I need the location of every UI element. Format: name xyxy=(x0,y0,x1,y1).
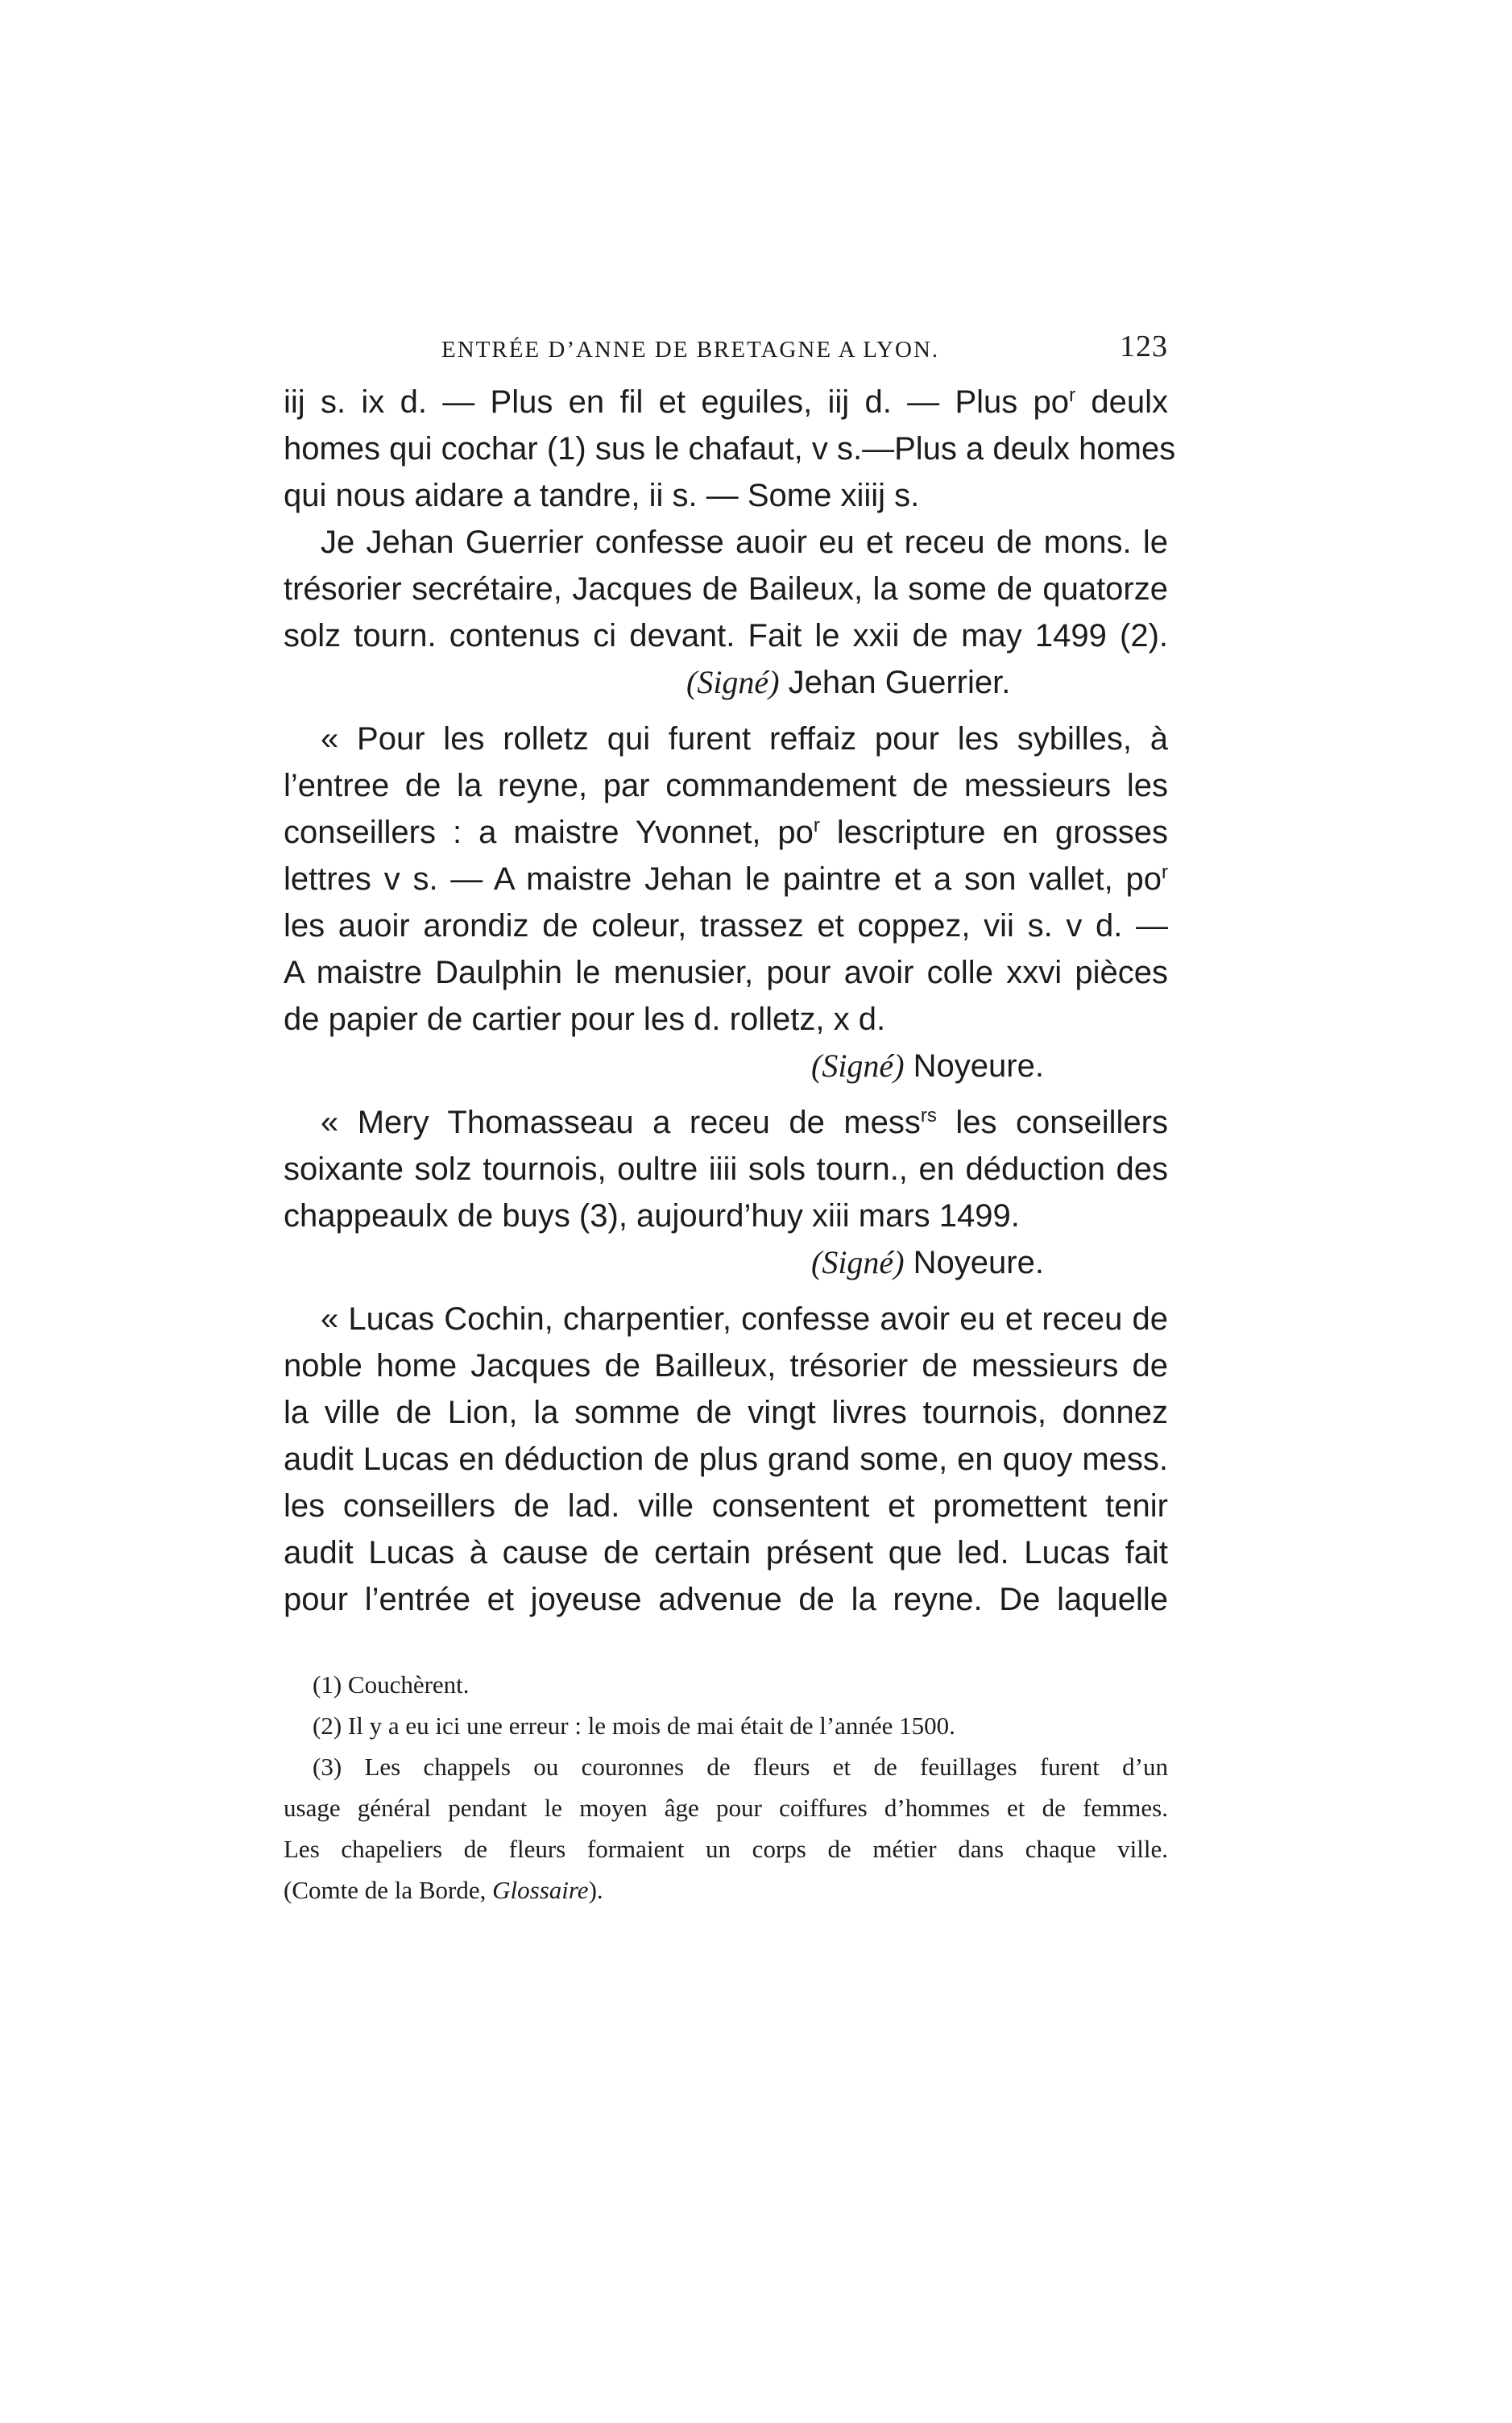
text-line: qui nous aidare a tandre, ii s. — Some xiiij s. xyxy=(284,478,920,513)
text-line: les auoir arondiz de coleur, trassez et coppez, vii s. v d. — xyxy=(284,908,1168,944)
text-line: noble home Jacques de Bailleux, trésorier de messieurs de xyxy=(284,1348,1168,1384)
page-header xyxy=(441,329,1168,377)
text-line: « Mery Thomasseau a receu de mess$^{rs}$ les conseillers xyxy=(321,1105,1168,1140)
signature: (Signé) Noyeure. xyxy=(811,1244,1044,1280)
text-line: l’entree de la reyne, par commandement de messieurs les xyxy=(284,768,1168,803)
text-line: lettres v s. — A maistre Jehan le paintre et a son vallet, $po^r$ xyxy=(284,861,1168,897)
text-line: audit Lucas à cause de certain présent que led. Lucas fait xyxy=(284,1535,1168,1570)
footnote-3-line: (Comte de la Borde, Glossaire). xyxy=(284,1876,603,1904)
text-line: iij s. ix d. — Plus en fil et eguiles, iij d. — Plus $po^r$ deulx xyxy=(284,384,1168,420)
running-title: ENTRÉE D’ANNE DE BRETAGNE A LYON. xyxy=(441,337,940,363)
text-line: A maistre Daulphin le menusier, pour avoir colle xxvi pièces xyxy=(284,955,1168,990)
text-line: pour l’entrée et joyeuse advenue de la reyne. De laquelle xyxy=(284,1582,1168,1617)
footnote-2: (2) Il y a eu ici une erreur : le mois de mai était de l’année 1500. xyxy=(313,1711,955,1740)
signature: (Signé) Jehan Guerrier. xyxy=(686,664,1011,700)
text-line: conseillers : a maistre Yvonnet, $po^r$ lescripture en grosses xyxy=(284,815,1168,850)
footnote-3-line: Les chapeliers de fleurs formaient un corps de métier dans chaque ville. xyxy=(284,1835,1168,1863)
footnote-1: (1) Couchèrent. xyxy=(313,1670,470,1699)
text-line: les conseillers de lad. ville consentent et promettent tenir xyxy=(284,1488,1168,1524)
text-line: chappeaulx de buys (3), aujourd’huy xiii mars 1499. xyxy=(284,1198,1020,1234)
signature: (Signé) Noyeure. xyxy=(811,1048,1044,1084)
text-line: de papier de cartier pour les d. rolletz, x d. xyxy=(284,1002,886,1037)
page-number: 123 xyxy=(1120,330,1168,363)
text-line: solz tourn. contenus ci devant. Fait le xxii de may 1499 (2). xyxy=(284,618,1168,653)
footnote-3-line: usage général pendant le moyen âge pour coiffures d’hommes et de femmes. xyxy=(284,1794,1168,1822)
text-line: homes qui cochar (1) sus le chafaut, v s.—Plus a deulx homes xyxy=(284,431,1176,467)
main-text xyxy=(284,379,1176,1623)
text-line: trésorier secrétaire, Jacques de Baileux, la some de quatorze xyxy=(284,571,1168,607)
footnotes xyxy=(284,1664,1168,1911)
text-line: « Pour les rolletz qui furent reffaiz pour les sybilles, à xyxy=(321,721,1168,757)
text-line: soixante solz tournois, oultre iiii sols tourn., en déduction des xyxy=(284,1151,1168,1187)
text-line: « Lucas Cochin, charpentier, confesse avoir eu et receu de xyxy=(321,1301,1168,1337)
text-line: Je Jehan Guerrier confesse auoir eu et receu de mons. le xyxy=(321,525,1168,560)
text-line: la ville de Lion, la somme de vingt livres tournois, donnez xyxy=(284,1395,1168,1430)
text-line: audit Lucas en déduction de plus grand some, en quoy mess. xyxy=(284,1442,1168,1477)
footnote-3-line: (3) Les chappels ou couronnes de fleurs et de feuillages furent d’un xyxy=(313,1753,1168,1781)
